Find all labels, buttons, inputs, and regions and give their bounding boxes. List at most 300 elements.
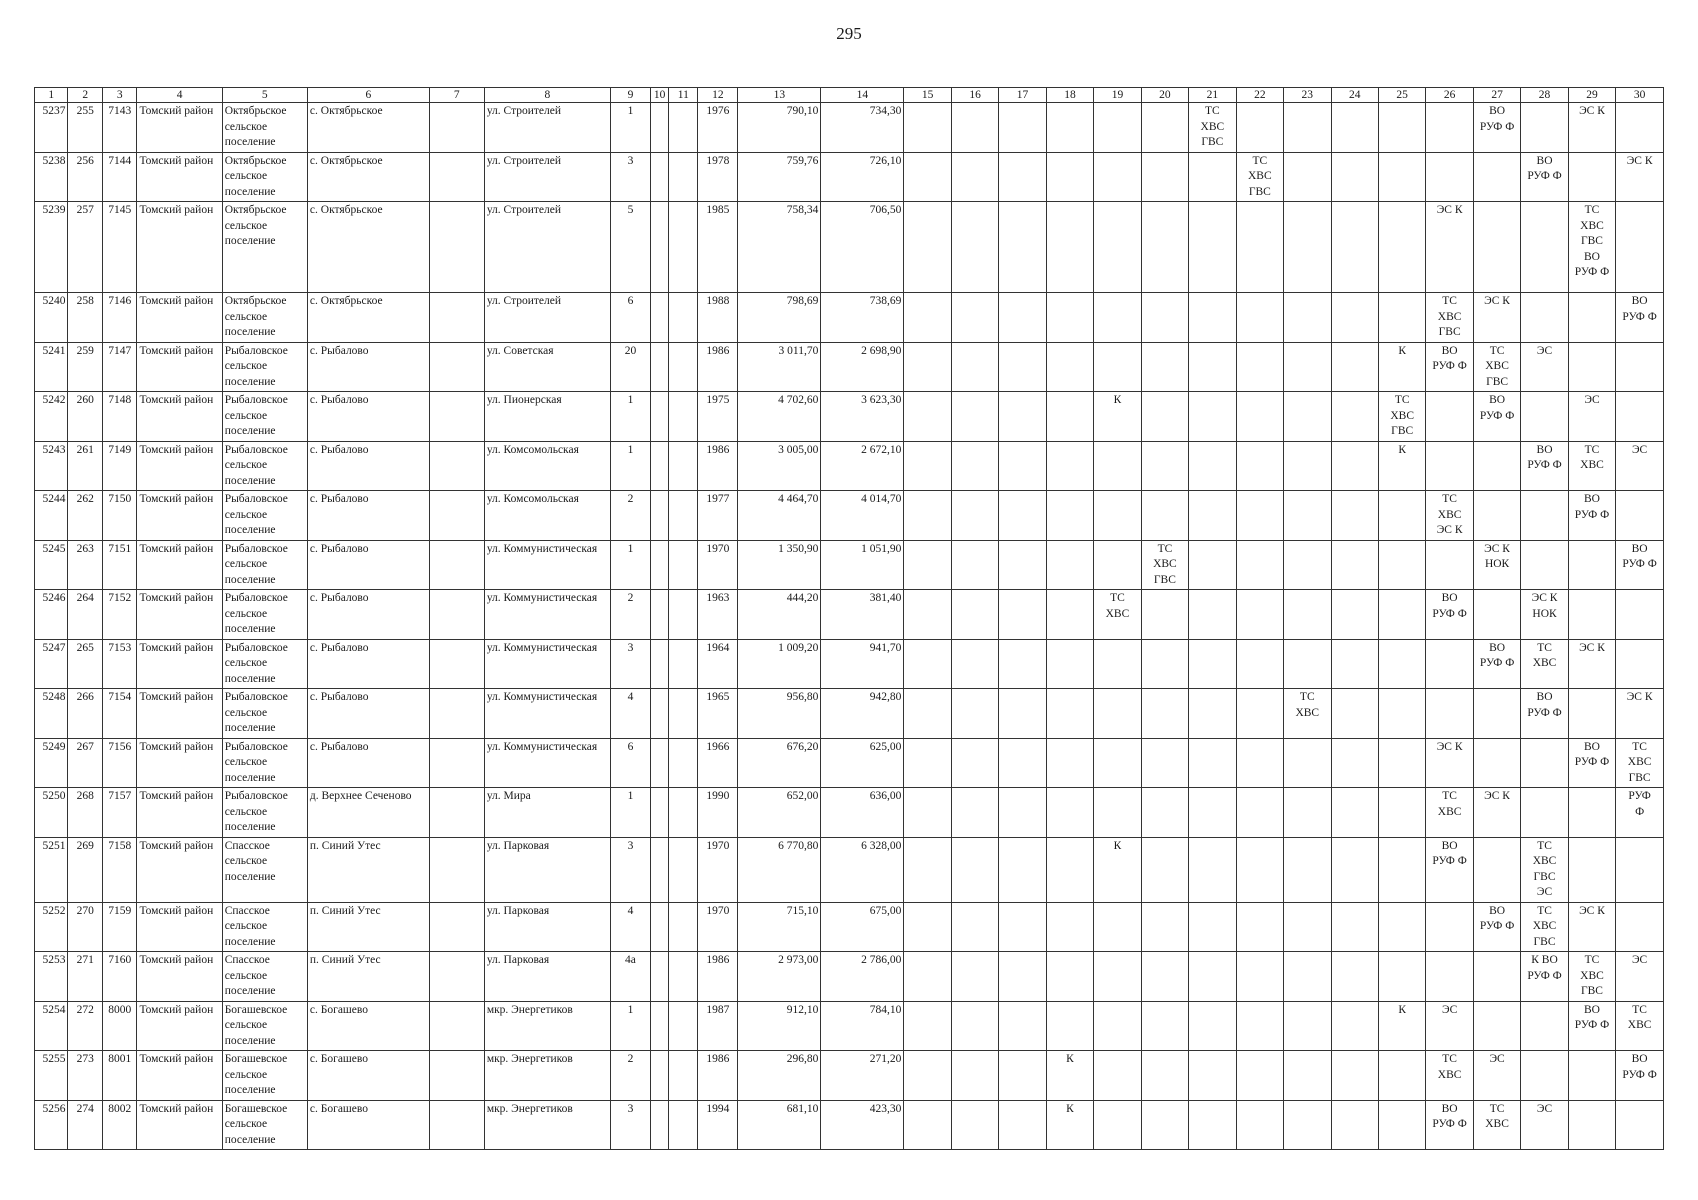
- cell-col-5: Спасское сельское поселение: [222, 837, 307, 902]
- cell-col-1: 5237: [35, 103, 68, 153]
- service-mark-cell: ЭС К: [1568, 902, 1615, 952]
- empty-cell: [1331, 392, 1378, 442]
- cell-col-5: Богашевское сельское поселение: [222, 1051, 307, 1101]
- empty-cell: [904, 902, 951, 952]
- service-mark-cell: ВО РУФ Ф: [1521, 689, 1568, 739]
- service-mark-cell: К: [1046, 1051, 1093, 1101]
- cell-col-5: Рыбаловское сельское поселение: [222, 639, 307, 689]
- empty-cell: [951, 1051, 998, 1101]
- cell-col-6: с. Октябрьское: [307, 293, 429, 343]
- cell-col-8: мкр. Энергетиков: [484, 1051, 610, 1101]
- empty-cell: [951, 788, 998, 838]
- column-header-22: 22: [1236, 88, 1283, 103]
- empty-cell: [1378, 952, 1425, 1002]
- empty-cell: [1236, 952, 1283, 1002]
- cell-col-1: 5250: [35, 788, 68, 838]
- cell-col-2: 261: [68, 441, 103, 491]
- service-mark-cell: К: [1378, 342, 1425, 392]
- empty-cell: [1331, 837, 1378, 902]
- cell-col-8: ул. Коммунистическая: [484, 590, 610, 640]
- cell-col-4: Томский район: [137, 491, 222, 541]
- service-mark-cell: ЭС К: [1616, 689, 1664, 739]
- empty-cell: [1473, 1001, 1520, 1051]
- empty-cell: [1473, 738, 1520, 788]
- empty-cell: [951, 837, 998, 902]
- cell-col-6: с. Рыбалово: [307, 441, 429, 491]
- empty-cell: [1189, 788, 1236, 838]
- empty-cell: [669, 689, 698, 739]
- empty-cell: [1189, 1051, 1236, 1101]
- column-header-9: 9: [611, 88, 651, 103]
- cell-col-14: 2 786,00: [821, 952, 904, 1002]
- service-mark-cell: ВО РУФ Ф: [1521, 152, 1568, 202]
- service-mark-cell: ТС ХВС ГВС: [1141, 540, 1188, 590]
- cell-col-14: 381,40: [821, 590, 904, 640]
- empty-cell: [1046, 738, 1093, 788]
- empty-cell: [650, 1051, 668, 1101]
- empty-cell: [1284, 540, 1331, 590]
- empty-cell: [1616, 392, 1664, 442]
- cell-col-8: мкр. Энергетиков: [484, 1001, 610, 1051]
- cell-col-2: 272: [68, 1001, 103, 1051]
- service-mark-cell: ТС ХВС: [1521, 639, 1568, 689]
- cell-col-9: 4: [611, 902, 651, 952]
- cell-col-7: [429, 293, 484, 343]
- cell-col-2: 274: [68, 1100, 103, 1150]
- cell-col-5: Октябрьское сельское поселение: [222, 293, 307, 343]
- cell-col-1: 5249: [35, 738, 68, 788]
- cell-col-1: 5239: [35, 202, 68, 293]
- empty-cell: [650, 392, 668, 442]
- empty-cell: [1521, 540, 1568, 590]
- empty-cell: [1236, 639, 1283, 689]
- cell-col-14: 4 014,70: [821, 491, 904, 541]
- empty-cell: [999, 1051, 1046, 1101]
- service-mark-cell: ВО РУФ Ф: [1473, 639, 1520, 689]
- cell-col-7: [429, 902, 484, 952]
- empty-cell: [951, 952, 998, 1002]
- empty-cell: [1141, 103, 1188, 153]
- empty-cell: [1378, 689, 1425, 739]
- table-row: [35, 103, 1664, 153]
- cell-col-6: с. Рыбалово: [307, 540, 429, 590]
- cell-col-3: 7148: [102, 392, 137, 442]
- service-mark-cell: ЭС К: [1473, 293, 1520, 343]
- cell-col-7: [429, 152, 484, 202]
- cell-col-7: [429, 837, 484, 902]
- empty-cell: [1189, 837, 1236, 902]
- empty-cell: [1568, 837, 1615, 902]
- empty-cell: [1568, 1051, 1615, 1101]
- cell-col-8: ул. Мира: [484, 788, 610, 838]
- column-header-12: 12: [698, 88, 738, 103]
- empty-cell: [1284, 392, 1331, 442]
- cell-col-8: ул. Строителей: [484, 103, 610, 153]
- empty-cell: [999, 540, 1046, 590]
- cell-col-12: 1986: [698, 1051, 738, 1101]
- empty-cell: [951, 902, 998, 952]
- column-header-25: 25: [1378, 88, 1425, 103]
- cell-col-12: 1970: [698, 837, 738, 902]
- cell-col-14: 2 698,90: [821, 342, 904, 392]
- empty-cell: [904, 202, 951, 293]
- cell-col-9: 3: [611, 837, 651, 902]
- empty-cell: [1568, 342, 1615, 392]
- cell-col-9: 3: [611, 152, 651, 202]
- empty-cell: [1046, 293, 1093, 343]
- empty-cell: [999, 902, 1046, 952]
- empty-cell: [904, 152, 951, 202]
- empty-cell: [1046, 837, 1093, 902]
- empty-cell: [1521, 738, 1568, 788]
- cell-col-9: 2: [611, 491, 651, 541]
- cell-col-2: 263: [68, 540, 103, 590]
- service-mark-cell: ТС ХВС: [1094, 590, 1141, 640]
- empty-cell: [1426, 689, 1473, 739]
- empty-cell: [1141, 639, 1188, 689]
- empty-cell: [1426, 152, 1473, 202]
- empty-cell: [904, 293, 951, 343]
- service-mark-cell: ВО РУФ Ф: [1473, 392, 1520, 442]
- empty-cell: [999, 689, 1046, 739]
- empty-cell: [1284, 342, 1331, 392]
- empty-cell: [1331, 152, 1378, 202]
- empty-cell: [904, 1100, 951, 1150]
- empty-cell: [1331, 540, 1378, 590]
- empty-cell: [1616, 342, 1664, 392]
- column-header-3: 3: [102, 88, 137, 103]
- service-mark-cell: К: [1094, 837, 1141, 902]
- empty-cell: [1189, 152, 1236, 202]
- service-mark-cell: ТС ХВС ГВС: [1236, 152, 1283, 202]
- empty-cell: [669, 540, 698, 590]
- cell-col-14: 423,30: [821, 1100, 904, 1150]
- cell-col-13: 1 009,20: [738, 639, 821, 689]
- cell-col-8: ул. Парковая: [484, 837, 610, 902]
- service-mark-cell: ВО РУФ Ф: [1616, 293, 1664, 343]
- empty-cell: [650, 902, 668, 952]
- cell-col-1: 5246: [35, 590, 68, 640]
- service-mark-cell: ТС ХВС ГВС: [1473, 342, 1520, 392]
- empty-cell: [650, 202, 668, 293]
- empty-cell: [1331, 342, 1378, 392]
- cell-col-13: 798,69: [738, 293, 821, 343]
- empty-cell: [1378, 540, 1425, 590]
- empty-cell: [999, 952, 1046, 1002]
- empty-cell: [1521, 293, 1568, 343]
- empty-cell: [1284, 738, 1331, 788]
- column-header-20: 20: [1141, 88, 1188, 103]
- empty-cell: [1141, 1100, 1188, 1150]
- cell-col-2: 260: [68, 392, 103, 442]
- table-row: [35, 1001, 1664, 1051]
- cell-col-7: [429, 788, 484, 838]
- empty-cell: [1189, 491, 1236, 541]
- service-mark-cell: К: [1378, 441, 1425, 491]
- cell-col-4: Томский район: [137, 1100, 222, 1150]
- empty-cell: [999, 590, 1046, 640]
- cell-col-1: 5245: [35, 540, 68, 590]
- cell-col-6: д. Верхнее Сеченово: [307, 788, 429, 838]
- empty-cell: [951, 540, 998, 590]
- cell-col-14: 2 672,10: [821, 441, 904, 491]
- cell-col-2: 271: [68, 952, 103, 1002]
- empty-cell: [951, 441, 998, 491]
- cell-col-8: ул. Строителей: [484, 152, 610, 202]
- cell-col-8: ул. Строителей: [484, 293, 610, 343]
- empty-cell: [669, 202, 698, 293]
- cell-col-13: 4 464,70: [738, 491, 821, 541]
- empty-cell: [1616, 902, 1664, 952]
- service-mark-cell: К: [1378, 1001, 1425, 1051]
- cell-col-9: 2: [611, 590, 651, 640]
- empty-cell: [1141, 902, 1188, 952]
- empty-cell: [951, 491, 998, 541]
- column-header-1: 1: [35, 88, 68, 103]
- cell-col-4: Томский район: [137, 152, 222, 202]
- column-header-10: 10: [650, 88, 668, 103]
- cell-col-3: 7145: [102, 202, 137, 293]
- empty-cell: [1521, 788, 1568, 838]
- cell-col-14: 6 328,00: [821, 837, 904, 902]
- cell-col-5: Рыбаловское сельское поселение: [222, 392, 307, 442]
- empty-cell: [1616, 491, 1664, 541]
- empty-cell: [650, 738, 668, 788]
- empty-cell: [1046, 902, 1093, 952]
- empty-cell: [1189, 293, 1236, 343]
- cell-col-5: Рыбаловское сельское поселение: [222, 342, 307, 392]
- empty-cell: [1284, 837, 1331, 902]
- service-mark-cell: ВО РУФ Ф: [1426, 837, 1473, 902]
- cell-col-14: 726,10: [821, 152, 904, 202]
- empty-cell: [1094, 1051, 1141, 1101]
- empty-cell: [1284, 1051, 1331, 1101]
- cell-col-7: [429, 103, 484, 153]
- cell-col-8: ул. Комсомольская: [484, 491, 610, 541]
- service-mark-cell: ЭС: [1616, 952, 1664, 1002]
- empty-cell: [1378, 1100, 1425, 1150]
- empty-cell: [650, 689, 668, 739]
- empty-cell: [669, 491, 698, 541]
- cell-col-2: 264: [68, 590, 103, 640]
- empty-cell: [1094, 152, 1141, 202]
- cell-col-3: 7158: [102, 837, 137, 902]
- service-mark-cell: ТС ХВС ГВС: [1521, 902, 1568, 952]
- service-mark-cell: ВО РУФ Ф: [1568, 491, 1615, 541]
- table-row: [35, 902, 1664, 952]
- empty-cell: [1141, 1051, 1188, 1101]
- empty-cell: [904, 441, 951, 491]
- empty-cell: [1521, 1051, 1568, 1101]
- service-mark-cell: ВО РУФ Ф: [1426, 1100, 1473, 1150]
- cell-col-9: 3: [611, 639, 651, 689]
- empty-cell: [904, 342, 951, 392]
- empty-cell: [650, 342, 668, 392]
- table-row: [35, 441, 1664, 491]
- cell-col-2: 257: [68, 202, 103, 293]
- cell-col-8: ул. Парковая: [484, 902, 610, 952]
- empty-cell: [1236, 1100, 1283, 1150]
- empty-cell: [999, 1100, 1046, 1150]
- empty-cell: [951, 392, 998, 442]
- column-header-14: 14: [821, 88, 904, 103]
- empty-cell: [1094, 441, 1141, 491]
- empty-cell: [669, 342, 698, 392]
- cell-col-1: 5241: [35, 342, 68, 392]
- service-mark-cell: ВО РУФ Ф: [1473, 103, 1520, 153]
- cell-col-4: Томский район: [137, 952, 222, 1002]
- empty-cell: [669, 293, 698, 343]
- column-header-21: 21: [1189, 88, 1236, 103]
- cell-col-6: с. Рыбалово: [307, 342, 429, 392]
- empty-cell: [1094, 540, 1141, 590]
- empty-cell: [650, 1001, 668, 1051]
- service-mark-cell: ВО РУФ Ф: [1426, 342, 1473, 392]
- table-row: [35, 540, 1664, 590]
- service-mark-cell: РУФ Ф: [1616, 788, 1664, 838]
- empty-cell: [1046, 342, 1093, 392]
- empty-cell: [1616, 639, 1664, 689]
- cell-col-3: 8001: [102, 1051, 137, 1101]
- empty-cell: [951, 103, 998, 153]
- empty-cell: [951, 590, 998, 640]
- empty-cell: [1236, 837, 1283, 902]
- cell-col-13: 652,00: [738, 788, 821, 838]
- cell-col-12: 1986: [698, 441, 738, 491]
- empty-cell: [1331, 202, 1378, 293]
- column-header-8: 8: [484, 88, 610, 103]
- empty-cell: [1616, 202, 1664, 293]
- empty-cell: [1189, 689, 1236, 739]
- empty-cell: [999, 738, 1046, 788]
- service-mark-cell: ЭС: [1521, 1100, 1568, 1150]
- cell-col-1: 5242: [35, 392, 68, 442]
- empty-cell: [1189, 738, 1236, 788]
- cell-col-5: Спасское сельское поселение: [222, 952, 307, 1002]
- cell-col-5: Рыбаловское сельское поселение: [222, 491, 307, 541]
- empty-cell: [904, 952, 951, 1002]
- cell-col-3: 7147: [102, 342, 137, 392]
- empty-cell: [951, 639, 998, 689]
- cell-col-4: Томский район: [137, 738, 222, 788]
- empty-cell: [1331, 952, 1378, 1002]
- empty-cell: [951, 342, 998, 392]
- cell-col-13: 759,76: [738, 152, 821, 202]
- cell-col-1: 5251: [35, 837, 68, 902]
- cell-col-9: 6: [611, 293, 651, 343]
- cell-col-4: Томский район: [137, 202, 222, 293]
- service-mark-cell: ВО РУФ Ф: [1521, 441, 1568, 491]
- column-header-24: 24: [1331, 88, 1378, 103]
- empty-cell: [951, 202, 998, 293]
- cell-col-7: [429, 202, 484, 293]
- empty-cell: [1189, 1001, 1236, 1051]
- cell-col-14: 3 623,30: [821, 392, 904, 442]
- table-row: [35, 491, 1664, 541]
- service-mark-cell: ЭС К: [1473, 788, 1520, 838]
- cell-col-12: 1970: [698, 902, 738, 952]
- cell-col-1: 5248: [35, 689, 68, 739]
- cell-col-5: Октябрьское сельское поселение: [222, 202, 307, 293]
- cell-col-6: с. Рыбалово: [307, 491, 429, 541]
- empty-cell: [669, 952, 698, 1002]
- empty-cell: [1141, 342, 1188, 392]
- cell-col-6: с. Рыбалово: [307, 689, 429, 739]
- cell-col-1: 5252: [35, 902, 68, 952]
- empty-cell: [1189, 590, 1236, 640]
- cell-col-12: 1990: [698, 788, 738, 838]
- empty-cell: [1426, 902, 1473, 952]
- empty-cell: [650, 293, 668, 343]
- cell-col-2: 265: [68, 639, 103, 689]
- empty-cell: [1094, 103, 1141, 153]
- cell-col-6: п. Синий Утес: [307, 837, 429, 902]
- empty-cell: [1331, 738, 1378, 788]
- cell-col-2: 259: [68, 342, 103, 392]
- empty-cell: [1141, 202, 1188, 293]
- service-mark-cell: К: [1046, 1100, 1093, 1150]
- cell-col-7: [429, 540, 484, 590]
- empty-cell: [999, 202, 1046, 293]
- empty-cell: [904, 1001, 951, 1051]
- cell-col-12: 1978: [698, 152, 738, 202]
- empty-cell: [1094, 788, 1141, 838]
- table-row: [35, 837, 1664, 902]
- cell-col-5: Рыбаловское сельское поселение: [222, 441, 307, 491]
- empty-cell: [1378, 152, 1425, 202]
- empty-cell: [1426, 103, 1473, 153]
- cell-col-14: 784,10: [821, 1001, 904, 1051]
- column-header-17: 17: [999, 88, 1046, 103]
- cell-col-13: 681,10: [738, 1100, 821, 1150]
- empty-cell: [1046, 1001, 1093, 1051]
- empty-cell: [1378, 837, 1425, 902]
- empty-cell: [1331, 293, 1378, 343]
- empty-cell: [1141, 293, 1188, 343]
- cell-col-7: [429, 441, 484, 491]
- table-row: [35, 639, 1664, 689]
- empty-cell: [1378, 788, 1425, 838]
- cell-col-1: 5255: [35, 1051, 68, 1101]
- empty-cell: [904, 103, 951, 153]
- cell-col-9: 4: [611, 689, 651, 739]
- table-row: [35, 1051, 1664, 1101]
- service-mark-cell: ТС ХВС ГВС ВО РУФ Ф: [1568, 202, 1615, 293]
- empty-cell: [1094, 902, 1141, 952]
- empty-cell: [1568, 788, 1615, 838]
- cell-col-13: 790,10: [738, 103, 821, 153]
- empty-cell: [1141, 689, 1188, 739]
- empty-cell: [1568, 540, 1615, 590]
- cell-col-3: 7144: [102, 152, 137, 202]
- empty-cell: [1046, 392, 1093, 442]
- empty-cell: [1568, 590, 1615, 640]
- column-header-16: 16: [951, 88, 998, 103]
- cell-col-4: Томский район: [137, 639, 222, 689]
- service-mark-cell: ЭС К НОК: [1521, 590, 1568, 640]
- service-mark-cell: ВО РУФ Ф: [1568, 1001, 1615, 1051]
- empty-cell: [1189, 392, 1236, 442]
- empty-cell: [1331, 1051, 1378, 1101]
- empty-cell: [650, 952, 668, 1002]
- service-mark-cell: ТС ХВС ГВС: [1616, 738, 1664, 788]
- cell-col-12: 1970: [698, 540, 738, 590]
- service-mark-cell: ТС ХВС ГВС: [1189, 103, 1236, 153]
- cell-col-13: 3 011,70: [738, 342, 821, 392]
- empty-cell: [1521, 1001, 1568, 1051]
- cell-col-14: 706,50: [821, 202, 904, 293]
- empty-cell: [669, 837, 698, 902]
